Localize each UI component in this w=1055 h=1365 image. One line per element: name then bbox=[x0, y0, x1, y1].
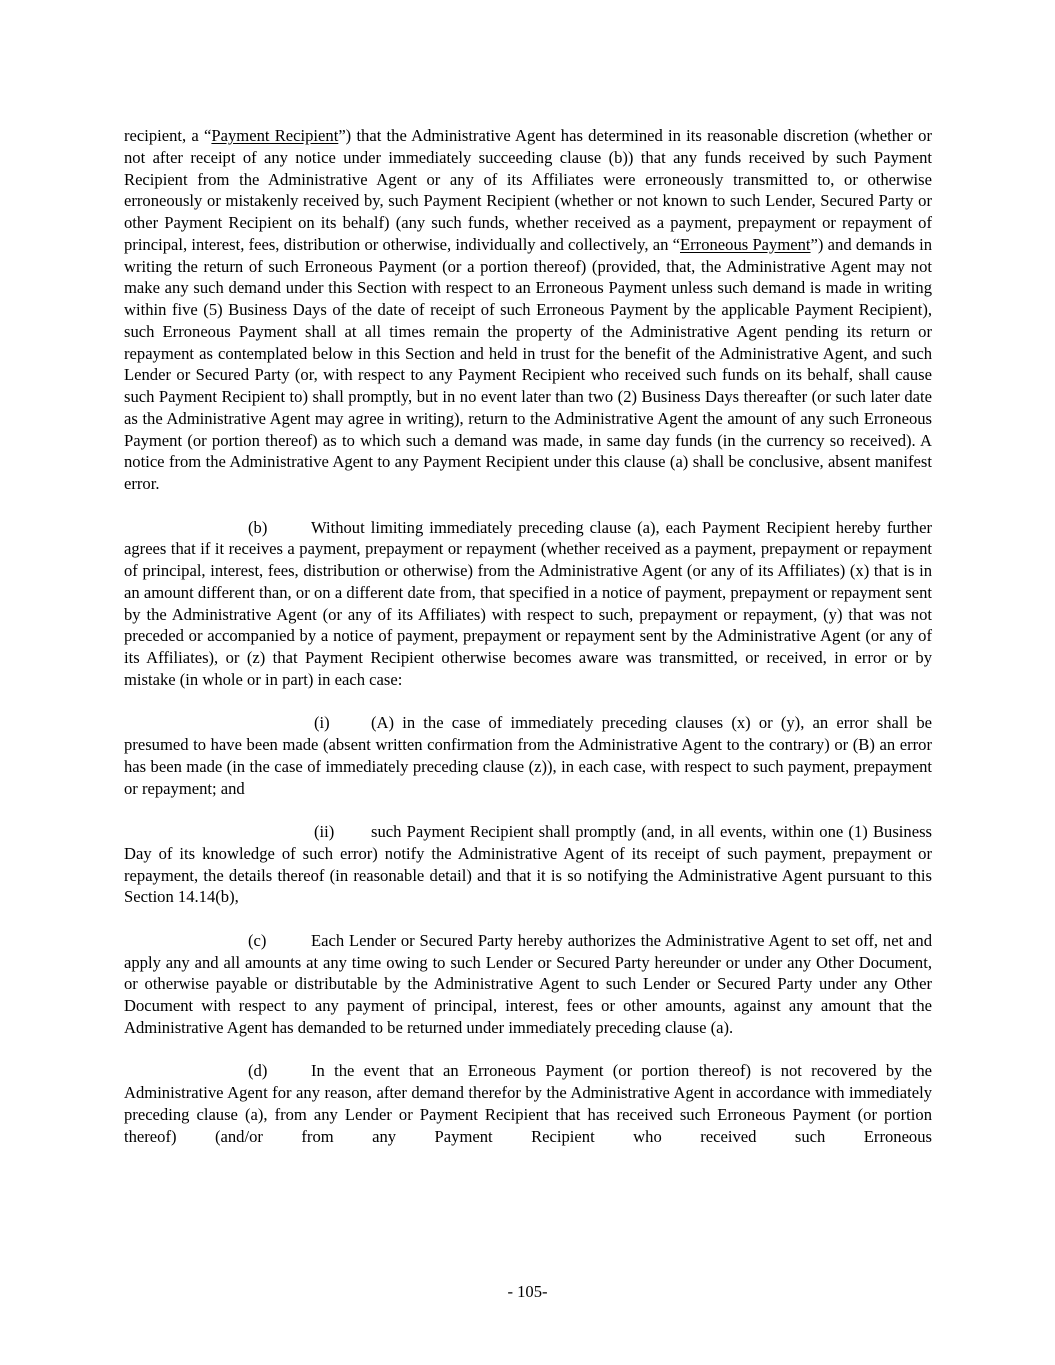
clause-d bbox=[124, 1060, 932, 1147]
clause-b-text: Without limiting immediately preceding clause (a), each Payment Recipient hereby further agrees that if it receives a payment, prepayment or repayment (whether received as a payment, prepayment or repayment of principal, interest, fees, distribution or otherwise) from the Administrative Agent (or any of its Affiliates) (x) that is in an amount different than, or on a different date from, that specified in a notice of payment, prepayment or repayment sent by the Administrative Agent (or any of its Affiliates) with respect to such, prepayment or repayment, (y) that was not preceded or accompanied by a notice of payment, prepayment or repayment sent by the Administrative Agent (or any of its Affiliates), or (z) that Payment Recipient otherwise becomes aware was transmitted, or received, in error or by mistake (in whole or in part) in each case: bbox=[124, 517, 932, 689]
clause-c-label: (c) bbox=[248, 930, 267, 950]
clause-c bbox=[124, 930, 932, 1039]
subclause-ii-text: such Payment Recipient shall promptly (and, in all events, within one (1) Business Day of its knowledge of such error) notify the Administrative Agent of its receipt of such payment, prepayment or repayment, the details thereof (in reasonable detail) and that it is so notifying the Administrative Agent pursuant to this Section 14.14(b), bbox=[124, 822, 932, 907]
clause-b-label: (b) bbox=[248, 517, 268, 537]
subclause-i bbox=[124, 712, 932, 799]
paragraph-text-pre: recipient, a “ bbox=[124, 126, 212, 145]
clause-b bbox=[124, 517, 932, 691]
subclause-i-text: (A) in the case of immediately preceding clauses (x) or (y), an error shall be presumed to have been made (absent written confirmation from the Administrative Agent to the contrary) or (B) an error has been made (in the case of immediately preceding clause (z)), in each case, with respect to such payment, prepayment or repayment; and bbox=[124, 713, 932, 798]
defined-term-erroneous-payment: Erroneous Payment bbox=[680, 234, 811, 254]
paragraph-text-post: ”) and demands in writing the return of such Erroneous Payment (or a portion thereof) (provided, that, the Administrative Agent may not make any such demand under this Section with respect to an Erroneous Payment unless such demand is made in writing within five (5) Business Days of the date of receipt of such Erroneous Payment by the applicable Payment Recipient), such Erroneous Payment shall at all times remain the property of the Administrative Agent pending its return or repayment as contemplated below in this Section and held in trust for the benefit of the Administrative Agent, and such Lender or Secured Party (or, with respect to any Payment Recipient who received such funds on its behalf, shall cause such Payment Recipient to) shall promptly, but in no event later than two (2) Business Days thereafter (or such later date as the Administrative Agent may agree in writing), return to the Administrative Agent the amount of any such Erroneous Payment (or portion thereof) as to which such a demand was made, in same day funds (in the currency so received). A notice from the Administrative Agent to any Payment Recipient under this clause (a) shall be conclusive, absent manifest error. bbox=[124, 234, 932, 493]
subclause-ii-label: (ii) bbox=[314, 822, 335, 841]
defined-term-payment-recipient: Payment Recipient bbox=[211, 126, 339, 145]
subclause-i-label: (i) bbox=[314, 713, 330, 733]
subclause-ii bbox=[124, 821, 932, 908]
clause-d-text: In the event that an Erroneous Payment (or portion thereof) is not recovered by the Administrative Agent for any reason, after demand therefor by the Administrative Agent in accordance with immediately preceding clause (a), from any Lender or Payment Recipient that has received such Erroneous Payment (or portion thereof) (and/or from any Payment Recipient who received such Erroneous bbox=[124, 1061, 932, 1146]
paragraph-continuation bbox=[124, 125, 932, 495]
clause-c-text: Each Lender or Secured Party hereby authorizes the Administrative Agent to set off, net and apply any and all amounts at any time owing to such Lender or Secured Party hereunder or under any Other Document, or otherwise payable or distributable by the Administrative Agent to such Lender or Secured Party under any Other Document with respect to any payment of principal, interest, fees or other amounts, against any amount that the Administrative Agent has demanded to be returned under immediately preceding clause (a). bbox=[124, 930, 932, 1037]
page-number: - 105- bbox=[507, 1282, 548, 1301]
document-body bbox=[124, 125, 932, 1147]
clause-d-label: (d) bbox=[248, 1061, 268, 1081]
paragraph-text-mid: ”) that the Administrative Agent has determined in its reasonable discretion (whether or not after receipt of any notice under immediately succeeding clause (b)) that any funds received by such Payment Recipient from the Administrative Agent or any of its Affiliates were erroneously transmitted to, or otherwise erroneously or mistakenly received by, such Payment Recipient (whether or not known to such Lender, Secured Party or other Payment Recipient on its behalf) (any such funds, whether received as a payment, prepayment or repayment of principal, interest, fees, distribution or otherwise, individually and collectively, an “ bbox=[124, 126, 932, 254]
